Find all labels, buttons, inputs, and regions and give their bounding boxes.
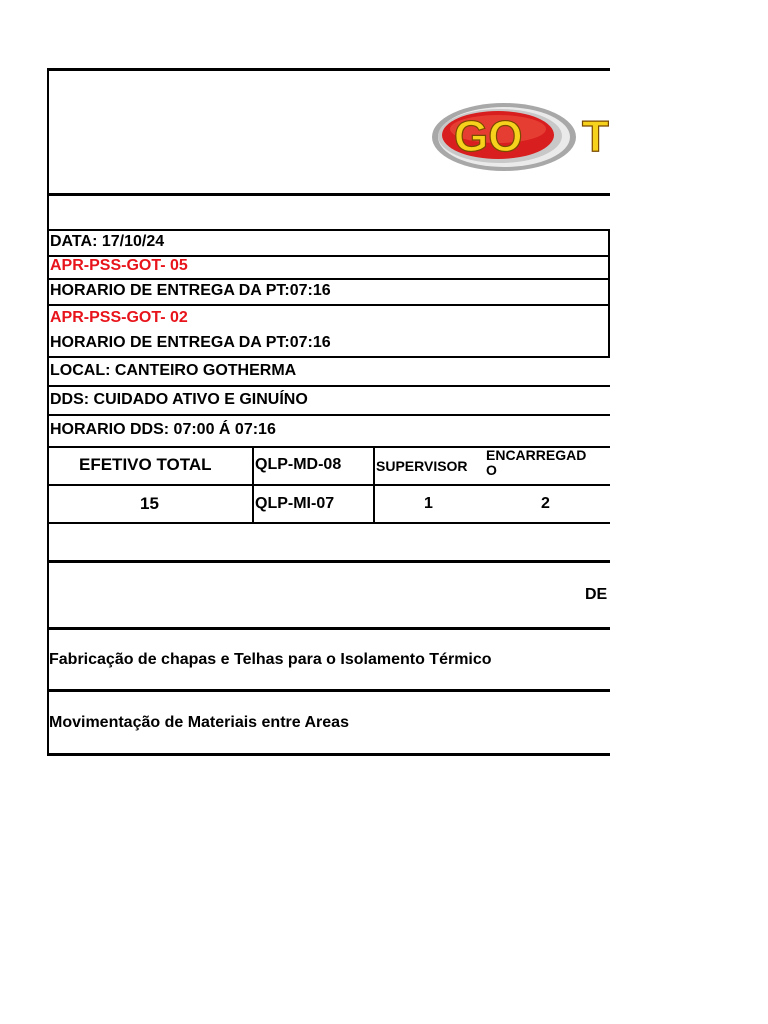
info-right-border: [608, 229, 610, 357]
table-header-encarregado: [486, 448, 586, 478]
header-divider: [47, 193, 610, 196]
table-header-total: EFETIVO TOTAL: [79, 455, 212, 474]
delivery-time-2: HORARIO DE ENTREGA DA PT:07:16: [50, 334, 331, 351]
date-label: DATA: 17/10/24: [50, 233, 165, 250]
svg-text:T: T: [582, 112, 609, 161]
delivery-time-1: HORARIO DE ENTREGA DA PT:07:16: [50, 282, 331, 299]
row-divider: [47, 278, 610, 280]
apr-code-1: APR-PSS-GOT- 05: [50, 257, 188, 274]
table-value-encarregado: 2: [541, 495, 550, 512]
row-divider: [47, 560, 610, 563]
row-divider: [47, 229, 610, 231]
apr-code-2: APR-PSS-GOT- 02: [50, 309, 188, 326]
table-header-supervisor: SUPERVISOR: [376, 458, 468, 474]
activity-1: Fabricação de chapas e Telhas para o Isolamento Térmico: [49, 651, 492, 668]
section-label: DE: [585, 586, 608, 603]
encarregado-line-2: O: [486, 462, 497, 478]
row-divider: [47, 356, 610, 358]
row-divider: [47, 627, 610, 630]
activity-2: Movimentação de Materiais entre Areas: [49, 714, 349, 731]
dds-topic: DDS: CUIDADO ATIVO E GINUÍNO: [50, 391, 308, 408]
row-divider: [47, 414, 610, 416]
table-header-qlp-md: QLP-MD-08: [255, 456, 342, 473]
encarregado-line-1: ENCARREGAD: [486, 447, 587, 463]
row-divider: [47, 689, 610, 692]
logo-graphic: [432, 99, 612, 173]
location-label: LOCAL: CANTEIRO GOTHERMA: [50, 362, 297, 379]
document-sheet: [47, 68, 610, 756]
table-col-divider: [252, 446, 254, 524]
row-divider: [47, 522, 610, 524]
table-value-total: 15: [140, 494, 159, 513]
table-value-qlp-mi: QLP-MI-07: [255, 495, 335, 512]
svg-text:GO: GO: [454, 112, 523, 161]
row-divider: [47, 484, 610, 486]
frame-bottom-border: [47, 753, 610, 756]
row-divider: [47, 304, 610, 306]
row-divider: [47, 385, 610, 387]
table-col-divider: [373, 446, 375, 524]
table-value-supervisor: 1: [424, 495, 433, 512]
frame-top-border: [47, 68, 610, 71]
dds-time: HORARIO DDS: 07:00 Á 07:16: [50, 421, 276, 438]
company-logo: [432, 99, 612, 173]
